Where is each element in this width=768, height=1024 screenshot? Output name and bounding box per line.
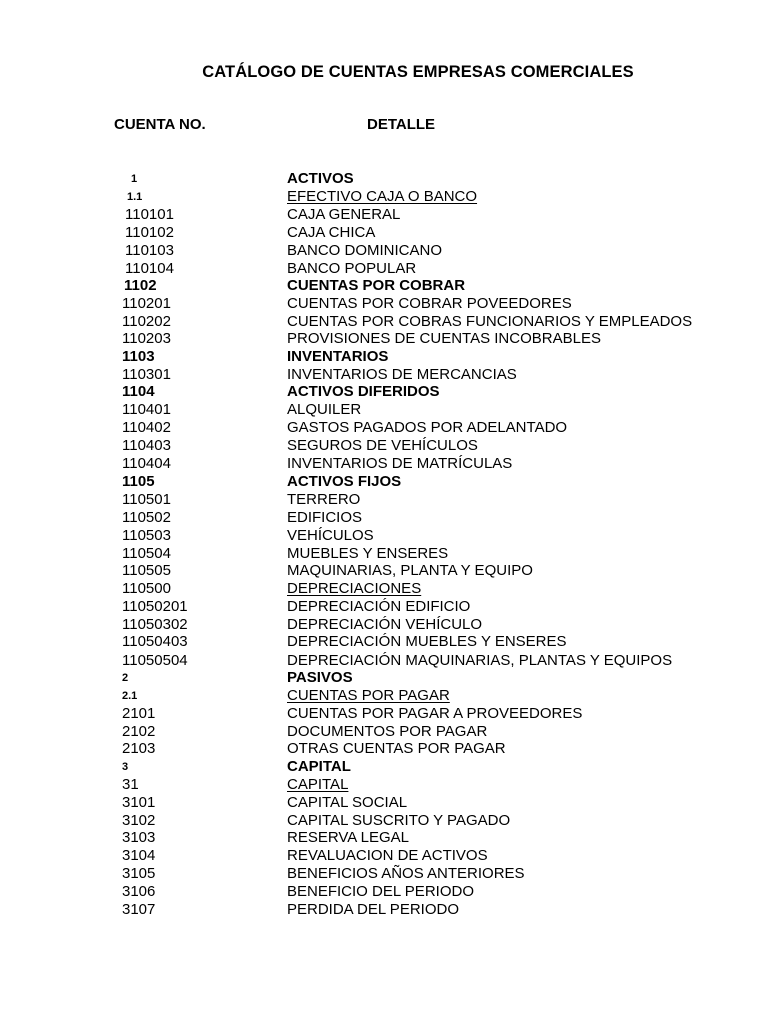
account-code: 110500 [122, 580, 171, 597]
account-code: 1104 [122, 383, 155, 400]
account-code: 31 [122, 776, 139, 793]
account-detail: INVENTARIOS DE MERCANCIAS [287, 366, 517, 383]
account-detail: EDIFICIOS [287, 509, 363, 526]
account-detail: ACTIVOS DIFERIDOS [287, 383, 440, 400]
account-code: 110504 [122, 545, 171, 562]
account-detail: PERDIDA DEL PERIODO [287, 901, 459, 918]
account-code: 2 [122, 672, 129, 684]
account-subgroup-row [0, 188, 768, 206]
account-code: 3104 [122, 847, 156, 864]
account-code: 2.1 [122, 690, 138, 702]
account-detail: CUENTAS POR PAGAR [287, 687, 450, 704]
account-detail: DEPRECIACIÓN MAQUINARIAS, PLANTAS Y EQUIPOS [287, 652, 673, 669]
account-code: 110301 [122, 366, 171, 383]
account-code: 1 [131, 173, 138, 185]
account-code: 11050504 [122, 652, 188, 669]
account-detail: CAPITAL [287, 758, 351, 775]
account-row [0, 865, 768, 883]
account-detail: CUENTAS POR COBRAR POVEEDORES [287, 295, 572, 312]
account-code: 3106 [122, 883, 156, 900]
account-detail: MUEBLES Y ENSERES [287, 545, 449, 562]
account-code: 110401 [122, 401, 171, 418]
account-row [0, 901, 768, 919]
column-header-detail: DETALLE [367, 116, 436, 133]
account-subgroup-row [0, 687, 768, 705]
account-code: 3101 [122, 794, 156, 811]
account-row [0, 829, 768, 847]
account-detail: CUENTAS POR COBRAR [287, 277, 466, 294]
account-code: 110404 [122, 455, 171, 472]
account-code: 110103 [125, 242, 174, 259]
account-row [0, 313, 768, 331]
account-detail: DOCUMENTOS POR PAGAR [287, 723, 488, 740]
account-detail: INVENTARIOS DE MATRÍCULAS [287, 455, 513, 472]
account-code: 2101 [122, 705, 156, 722]
account-code: 110102 [125, 224, 174, 241]
account-code: 1103 [122, 348, 155, 365]
account-detail: ACTIVOS [287, 170, 354, 187]
account-row [0, 616, 768, 634]
account-code: 2102 [122, 723, 156, 740]
document-title: CATÁLOGO DE CUENTAS EMPRESAS COMERCIALES [202, 63, 634, 81]
account-group-row [0, 383, 768, 401]
account-code: 110203 [122, 330, 171, 347]
account-subgroup-row [0, 580, 768, 598]
account-detail: CAPITAL SUSCRITO Y PAGADO [287, 812, 511, 829]
account-row [0, 812, 768, 830]
account-row [0, 847, 768, 865]
account-row [0, 509, 768, 527]
account-row [0, 652, 768, 670]
column-header-account-number: CUENTA NO. [114, 116, 206, 133]
account-row [0, 562, 768, 580]
account-detail: ALQUILER [287, 401, 362, 418]
account-code: 1.1 [127, 191, 143, 203]
account-row [0, 598, 768, 616]
account-code: 11050201 [122, 598, 188, 615]
account-group-row [0, 277, 768, 295]
account-detail: DEPRECIACIÓN EDIFICIO [287, 598, 471, 615]
account-detail: PASIVOS [287, 669, 353, 686]
account-code: 1102 [124, 277, 157, 294]
account-detail: INVENTARIOS [287, 348, 389, 365]
account-group-row [0, 170, 768, 188]
account-code: 3105 [122, 865, 156, 882]
account-detail: CAPITAL [287, 776, 349, 793]
account-code: 110503 [122, 527, 171, 544]
account-group-row [0, 669, 768, 687]
account-detail: MAQUINARIAS, PLANTA Y EQUIPO [287, 562, 533, 579]
account-group-row [0, 758, 768, 776]
account-detail: DEPRECIACIÓN VEHÍCULO [287, 616, 483, 633]
account-code: 110505 [122, 562, 171, 579]
account-subgroup-row [0, 776, 768, 794]
account-detail: REVALUACION DE ACTIVOS [287, 847, 488, 864]
account-detail: DEPRECIACIONES [287, 580, 422, 597]
account-row [0, 242, 768, 260]
account-row [0, 224, 768, 242]
account-detail: DEPRECIACIÓN MUEBLES Y ENSERES [287, 633, 567, 650]
account-detail: BENEFICIO DEL PERIODO [287, 883, 474, 900]
account-code: 11050302 [122, 616, 188, 633]
account-detail: BENEFICIOS AÑOS ANTERIORES [287, 865, 525, 882]
account-detail: TERRERO [287, 491, 361, 508]
account-code: 1105 [122, 473, 155, 490]
account-code: 110402 [122, 419, 171, 436]
account-row [0, 366, 768, 384]
account-code: 110202 [122, 313, 171, 330]
account-code: 110201 [122, 295, 171, 312]
account-detail: RESERVA LEGAL [287, 829, 410, 846]
account-detail: CUENTAS POR PAGAR A PROVEEDORES [287, 705, 583, 722]
account-row [0, 437, 768, 455]
account-row [0, 295, 768, 313]
account-detail: VEHÍCULOS [287, 527, 374, 544]
account-detail: CUENTAS POR COBRAS FUNCIONARIOS Y EMPLEADOS [287, 313, 693, 330]
account-detail: SEGUROS DE VEHÍCULOS [287, 437, 478, 454]
account-row [0, 723, 768, 741]
account-code: 3103 [122, 829, 156, 846]
account-row [0, 330, 768, 348]
account-row [0, 705, 768, 723]
account-row [0, 260, 768, 278]
account-detail: GASTOS PAGADOS POR ADELANTADO [287, 419, 568, 436]
account-detail: PROVISIONES DE CUENTAS INCOBRABLES [287, 330, 601, 347]
account-code: 11050403 [122, 633, 188, 650]
account-code: 3107 [122, 901, 156, 918]
account-row [0, 633, 768, 651]
account-row [0, 455, 768, 473]
account-detail: CAJA GENERAL [287, 206, 401, 223]
account-row [0, 883, 768, 901]
account-code: 110101 [125, 206, 174, 223]
account-detail: BANCO DOMINICANO [287, 242, 443, 259]
account-group-row [0, 473, 768, 491]
account-code: 110502 [122, 509, 171, 526]
account-row [0, 491, 768, 509]
account-group-row [0, 348, 768, 366]
account-row [0, 740, 768, 758]
account-row [0, 419, 768, 437]
account-code: 110104 [125, 260, 174, 277]
account-row [0, 206, 768, 224]
account-detail: EFECTIVO CAJA O BANCO [287, 188, 478, 205]
account-code: 110403 [122, 437, 171, 454]
account-code: 110501 [122, 491, 171, 508]
account-detail: OTRAS CUENTAS POR PAGAR [287, 740, 506, 757]
account-detail: ACTIVOS FIJOS [287, 473, 402, 490]
account-code: 3102 [122, 812, 156, 829]
account-detail: CAJA CHICA [287, 224, 376, 241]
account-row [0, 401, 768, 419]
account-code: 2103 [122, 740, 156, 757]
account-detail: CAPITAL SOCIAL [287, 794, 408, 811]
account-row [0, 545, 768, 563]
account-row [0, 794, 768, 812]
account-row [0, 527, 768, 545]
account-code: 3 [122, 761, 129, 773]
account-detail: BANCO POPULAR [287, 260, 417, 277]
